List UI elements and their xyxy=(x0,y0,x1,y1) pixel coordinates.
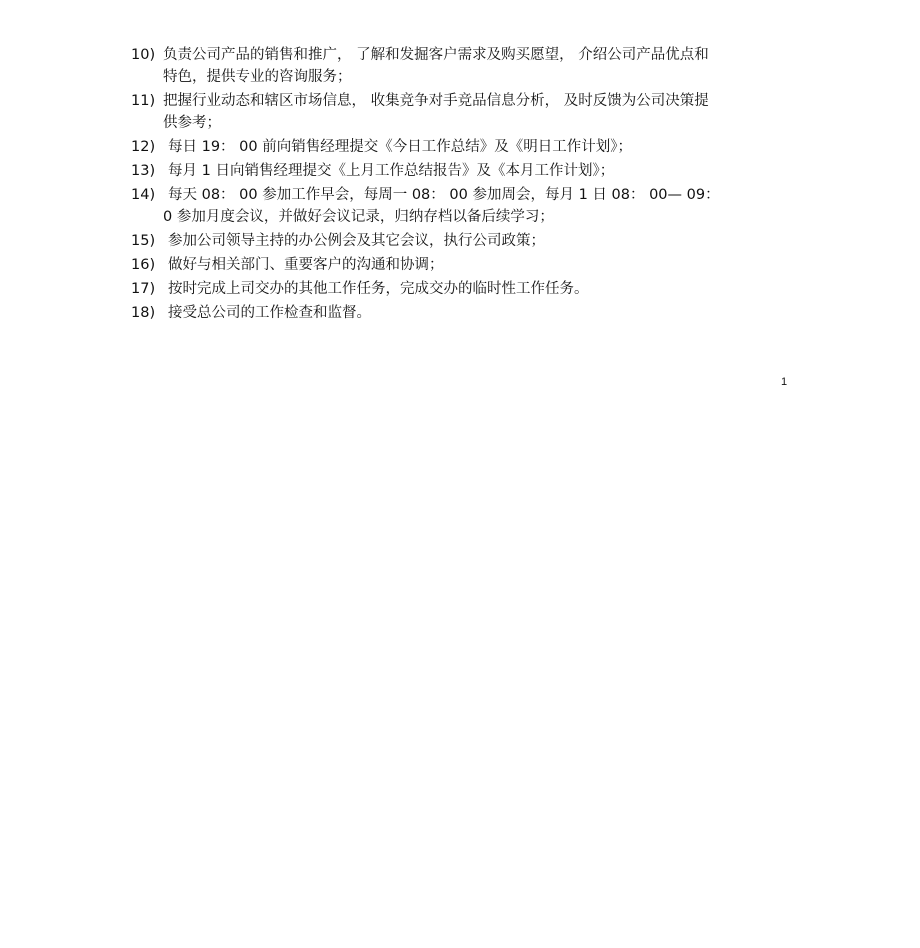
list-item xyxy=(131,184,791,228)
item-text-line1: 按时完成上司交办的其他工作任务，完成交办的临时性工作任务。 xyxy=(168,281,589,297)
item-number: 14) xyxy=(131,187,156,203)
item-number: 11) xyxy=(131,93,156,109)
item-number: 10) xyxy=(131,47,156,63)
page-number: 1 xyxy=(781,376,788,388)
item-number: 15) xyxy=(131,233,156,249)
item-number: 12) xyxy=(131,139,156,155)
item-text-line2: 0 参加月度会议，并做好会议记录，归纳存档以备后续学习； xyxy=(163,209,554,225)
duty-list xyxy=(131,44,791,326)
item-text-line1: 接受总公司的工作检查和监督。 xyxy=(168,305,371,321)
list-item xyxy=(131,278,791,300)
item-text-line1: 参加公司领导主持的办公例会及其它会议，执行公司政策； xyxy=(168,233,545,249)
item-text-line2: 特色，提供专业的咨询服务； xyxy=(163,69,352,85)
item-text-line1: 每天 08： 00 参加工作早会，每周一 08： 00 参加周会，每月 1 日 08： 00— 09： xyxy=(168,187,720,203)
list-item xyxy=(131,44,791,88)
list-item xyxy=(131,160,791,182)
list-item xyxy=(131,230,791,252)
item-number: 17) xyxy=(131,281,156,297)
list-item xyxy=(131,254,791,276)
item-text-line1: 做好与相关部门、重要客户的沟通和协调； xyxy=(168,257,444,273)
item-text-line1: 每月 1 日向销售经理提交《上月工作总结报告》及《本月工作计划》； xyxy=(168,163,615,179)
item-text-line2: 供参考； xyxy=(163,115,221,131)
item-text-line1: 把握行业动态和辖区市场信息， 收集竞争对手竞品信息分析， 及时反馈为公司决策提 xyxy=(163,93,709,109)
item-text-line1: 每日 19： 00 前向销售经理提交《今日工作总结》及《明日工作计划》； xyxy=(168,139,632,155)
item-number: 13) xyxy=(131,163,156,179)
list-item xyxy=(131,136,791,158)
item-number: 16) xyxy=(131,257,156,273)
item-text-line1: 负责公司产品的销售和推广， 了解和发掘客户需求及购买愿望， 介绍公司产品优点和 xyxy=(163,47,709,63)
list-item xyxy=(131,90,791,134)
list-item xyxy=(131,302,791,324)
item-number: 18) xyxy=(131,305,156,321)
